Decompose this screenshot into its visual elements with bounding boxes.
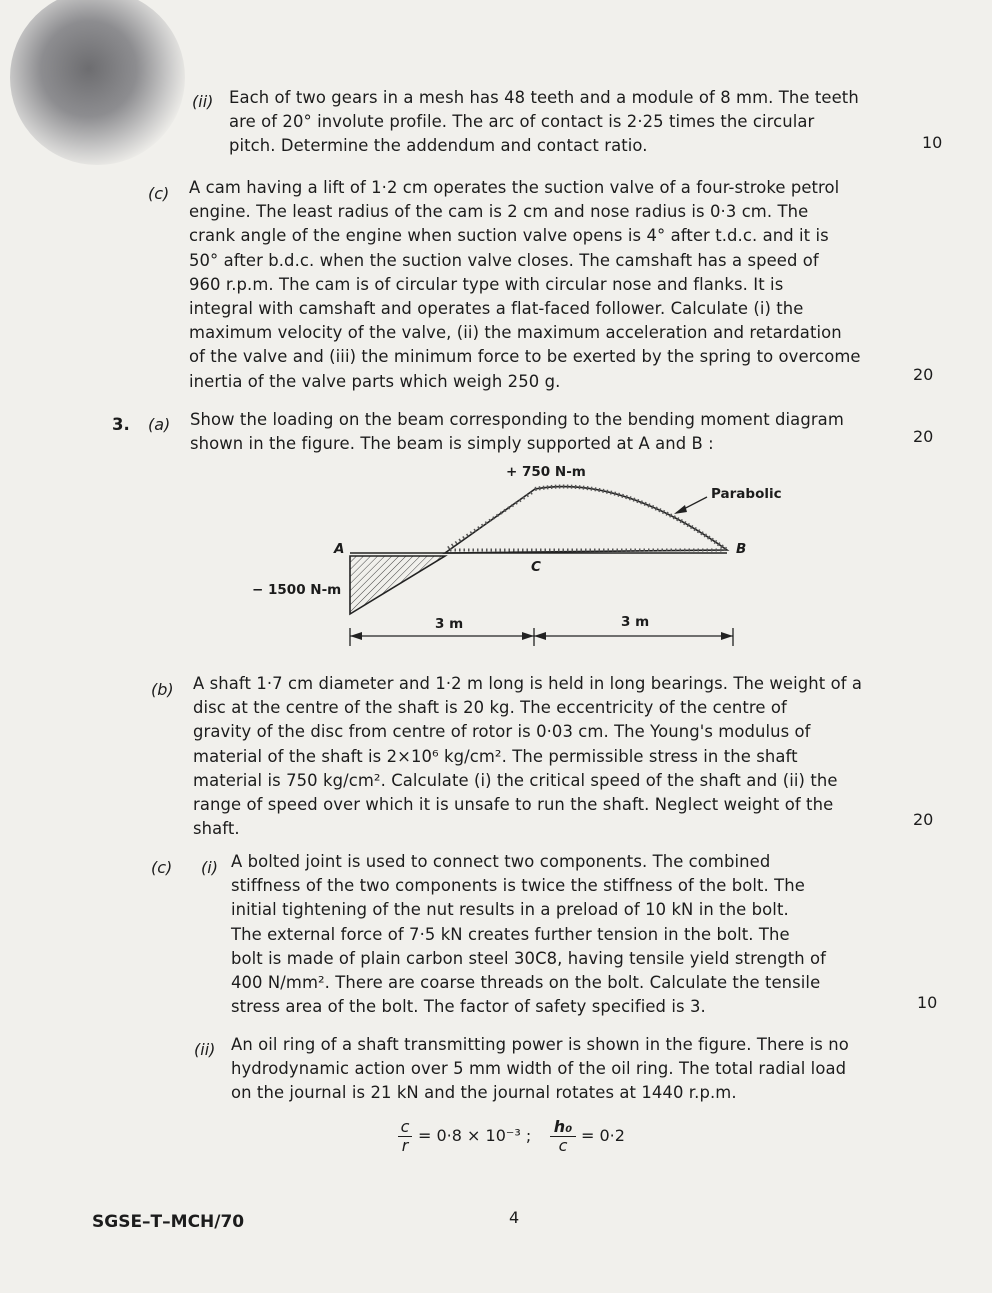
text-line: 960 r.p.m. The cam is of circular type with circular nose and flanks. It is [189,274,784,294]
text-line: on the journal is 21 kN and the journal rotates at 1440 r.p.m. [231,1083,737,1103]
text-line: A shaft 1·7 cm diameter and 1·2 m long is held in long bearings. The weight of a [193,674,863,693]
dimension-arrow [350,632,362,640]
span1-label: 3 m [435,616,464,632]
max-moment-label: + 750 N-m [506,464,586,480]
q2c-marks: 20 [913,365,934,384]
page-number: 4 [509,1208,520,1227]
formula-value-2: = 0·2 [581,1126,625,1145]
q3c-label: (c) [151,858,173,877]
q3b-label: (b) [151,680,174,699]
text-line: of the valve and (iii) the minimum force to be exerted by the spring to overcome [189,347,861,367]
q2c-label: (c) [148,184,170,203]
dimension-arrow [721,632,733,640]
text-line: An oil ring of a shaft transmitting power is shown in the figure. There is no [231,1035,849,1054]
text-line: The external force of 7·5 kN creates further tension in the bolt. The [231,924,790,944]
text-line: A cam having a lift of 1·2 cm operates the suction valve of a four-stroke petrol [189,178,840,197]
q3c-i-label: (i) [201,858,218,877]
rising-line-shading [448,492,533,548]
text-line: pitch. Determine the addendum and contact ratio. [229,136,648,156]
paper-code: SGSE–T–MCH/70 [92,1212,245,1232]
dimension-arrow [522,632,534,640]
q3b-text [193,672,896,841]
q3c-ii-label: (ii) [194,1040,216,1059]
parabolic-curve-shading [535,487,727,550]
fraction-numerator: c [398,1118,412,1137]
point-a-label: A [334,541,345,557]
text-line: stress area of the bolt. The factor of safety specified is 3. [231,997,706,1017]
min-moment-label: − 1500 N-m [252,582,342,598]
positive-moment-region [445,487,727,553]
q3a-marks: 20 [913,427,934,446]
text-line: stiffness of the two components is twice the stiffness of the bolt. The [231,876,805,896]
text-line: bolt is made of plain carbon steel 30C8, having tensile yield strength of [231,948,827,968]
text-line: are of 20° involute profile. The arc of contact is 2·25 times the circular [229,112,815,132]
parabolic-label: Parabolic [711,486,782,502]
text-line: A bolted joint is used to connect two components. The combined [231,852,771,871]
text-line: range of speed over which it is unsafe to run the shaft. Neglect weight of the [193,795,834,815]
q2b-ii-label: (ii) [192,92,214,111]
text-line: 400 N/mm². There are coarse threads on the bolt. Calculate the tensile [231,973,821,993]
q3c-i-text [231,850,897,1019]
fraction-h0-over-c [550,1118,576,1155]
point-b-label: B [736,541,747,557]
text-line: gravity of the disc from centre of rotor is 0·03 cm. The Young's modulus of [193,722,811,742]
text-line: crank angle of the engine when suction valve opens is 4° after t.d.c. and it is [189,226,829,246]
text-line: integral with camshaft and operates a flat-faced follower. Calculate (i) the [189,299,804,319]
fraction-c-over-r [398,1118,412,1155]
text-line: hydrodynamic action over 5 mm width of the oil ring. The total radial load [231,1059,847,1079]
text-line: material is 750 kg/cm². Calculate (i) the critical speed of the shaft and (ii) the [193,770,838,790]
q3c-ii-text [231,1033,901,1106]
ratio-formula [398,1118,638,1158]
text-line: Each of two gears in a mesh has 48 teeth and a module of 8 mm. The teeth [229,88,859,107]
q3b-marks: 20 [913,810,934,829]
fraction-denominator: c [558,1136,568,1155]
formula-value-1: = 0·8 × 10⁻³ ; [418,1126,532,1145]
negative-moment-region [350,556,445,614]
fraction-denominator: r [401,1136,409,1155]
text-line: engine. The least radius of the cam is 2 cm and nose radius is 0·3 cm. The [189,202,809,222]
q2b-ii-marks: 10 [922,133,943,152]
dimension-arrow [534,632,546,640]
text-line: shaft. [193,819,240,839]
parabolic-pointer-head [674,505,687,514]
text-line: material of the shaft is 2×10⁶ kg/cm². The permissible stress in the shaft [193,746,798,766]
q3a-label: (a) [148,415,171,434]
text-line: disc at the centre of the shaft is 20 kg. The eccentricity of the centre of [193,698,787,718]
point-c-label: C [531,559,541,575]
text-line: maximum velocity of the valve, (ii) the maximum acceleration and retardation [189,323,842,343]
fraction-numerator: h₀ [550,1118,576,1137]
text-line: 50° after b.d.c. when the suction valve closes. The camshaft has a speed of [189,250,819,270]
text-line: Show the loading on the beam corresponding to the bending moment diagram [190,410,844,429]
span2-label: 3 m [621,614,650,630]
text-line: inertia of the valve parts which weigh 250 g. [189,371,561,391]
text-line: shown in the figure. The beam is simply supported at A and B : [190,434,714,454]
text-line: initial tightening of the nut results in a preload of 10 kN in the bolt. [231,900,789,920]
q3c-i-marks: 10 [917,993,938,1012]
q3-number: 3. [112,415,130,434]
